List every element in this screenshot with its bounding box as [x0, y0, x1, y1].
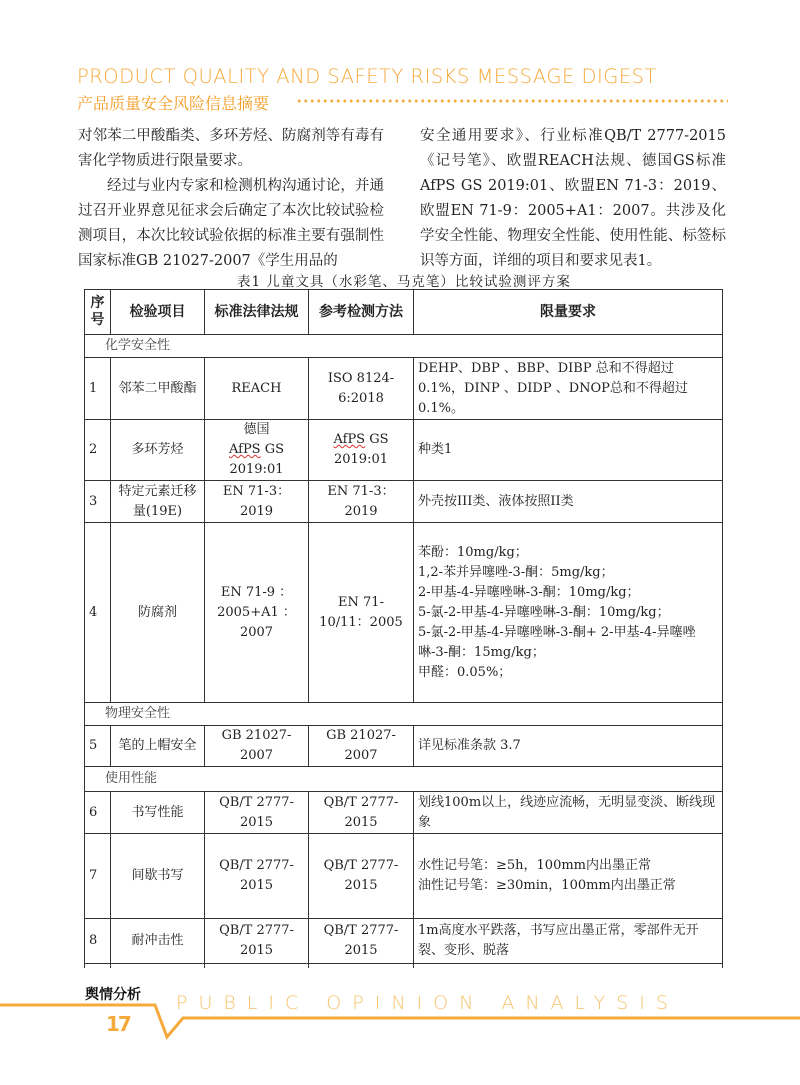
cell-method: GB 21027-2007	[309, 726, 414, 767]
table-row	[85, 523, 723, 703]
cell-item: 间歇书写	[111, 834, 205, 919]
section-row: 化学安全性	[85, 335, 723, 358]
cell-item: 耐冲击性	[111, 919, 205, 964]
cell-item: 邻苯二甲酸酯	[111, 358, 205, 420]
cell-no: 5	[85, 726, 111, 767]
footer-section-cn: 舆情分析	[85, 987, 141, 1003]
cell-standard: REACH	[205, 358, 309, 420]
method-part: GS 2019:01	[333, 432, 389, 467]
cell-standard: QB/T 2777-2015	[205, 834, 309, 919]
cell-limit: 外壳按III类、液体按照II类	[414, 481, 723, 523]
table-header-row	[85, 290, 723, 335]
table-row	[85, 726, 723, 767]
table-row	[85, 481, 723, 523]
method-part: AfPS	[333, 432, 366, 447]
cell-item: 特定元素迁移量(19E)	[111, 481, 205, 523]
cell-standard: QB/T 2777-2015	[205, 792, 309, 834]
cell-method: ISO 8124-6:2018	[309, 358, 414, 420]
limit-line: 水性记号笔：≥5h，100mm内出墨正常	[418, 858, 652, 873]
cell-method: QB/T 2777-2015	[309, 834, 414, 919]
header-title-en: PRODUCT QUALITY AND SAFETY RISKS MESSAGE DIGEST	[77, 65, 657, 88]
cell-no: 8	[85, 919, 111, 964]
header-cell: 标准法律法规	[205, 290, 309, 335]
cell-item: 笔的上帽安全	[111, 726, 205, 767]
limit-line: 苯酚：10mg/kg；	[418, 544, 528, 560]
cell-item: 书写性能	[111, 792, 205, 834]
cell-standard: GB 21027-2007	[205, 726, 309, 767]
cell-method	[309, 420, 414, 481]
paragraph: 经过与业内专家和检测机构沟通讨论，并通过召开业界意见征求会后确定了本次比较试验检测项目，本次比较试验依据的标准主要有强制性国家标准GB 21027-2007《学生用品的	[78, 178, 384, 269]
body-column-left	[78, 124, 384, 274]
header-cell: 序号	[85, 290, 111, 335]
cell-limit: 种类1	[414, 420, 723, 481]
limit-line: 甲醛：0.05%；	[418, 664, 512, 680]
table-row	[85, 358, 723, 420]
cell-limit: DEHP、DBP 、BBP、DIBP 总和不得超过0.1%，DINP 、DIDP 、DNOP总和不得超过0.1%。	[414, 358, 723, 420]
table-row	[85, 834, 723, 919]
test-plan-table	[84, 289, 723, 968]
paragraph: 安全通用要求》、行业标准QB/T 2777-2015《记号笔》、欧盟REACH法规、德国GS标准AfPS GS 2019:01、欧盟EN 71-3：2019、欧盟EN 71-9：2005+A1：2007。共涉及化学安全性能、物理安全性能、使用性能、标签标识等方面，详细的项目和要求见表1。	[420, 128, 726, 269]
cell-limit: 详见标准条款 3.7	[414, 726, 723, 767]
cell-standard: EN 71-9 ： 2005+A1 ： 2007	[205, 523, 309, 703]
paragraph: 对邻苯二甲酸酯类、多环芳烃、防腐剂等有毒有害化学物质进行限量要求。	[78, 128, 384, 169]
cell-no: 1	[85, 358, 111, 420]
standard-line: GS 2019:01	[229, 442, 285, 477]
limit-line: 2-甲基-4-异噻唑啉-3-酮：10mg/kg；	[418, 584, 640, 600]
cell-no: 2	[85, 420, 111, 481]
footer-section-en: PUBLIC OPINION ANALYSIS	[176, 992, 679, 1014]
cell-no: 3	[85, 481, 111, 523]
cell-limit	[414, 523, 723, 703]
header-dotted-rule	[296, 99, 728, 103]
header-cell: 参考检测方法	[309, 290, 414, 335]
header-title-cn: 产品质量安全风险信息摘要	[77, 94, 270, 113]
limit-line: 5-氯-2-甲基-4-异噻唑啉-3-酮+ 2-甲基-4-异噻唑啉-3-酮：15mg/kg；	[418, 624, 696, 660]
limit-line: 1,2-苯并异噻唑-3-酮：5mg/kg；	[418, 564, 614, 580]
section-row: 使用性能	[85, 767, 723, 792]
cell-item: 多环芳烃	[111, 420, 205, 481]
table-row	[85, 919, 723, 964]
table-caption: 表1 儿童文具（水彩笔、马克笔）比较试验测评方案	[237, 274, 571, 290]
cell-limit: 划线100m以上，线迹应流畅，无明显变淡、断线现象	[414, 792, 723, 834]
cell-no: 4	[85, 523, 111, 703]
limit-line: 油性记号笔：≥30min，100mm内出墨正常	[418, 878, 676, 893]
cell-method: EN 71-10/11：2005	[309, 523, 414, 703]
header-cell: 限量要求	[414, 290, 723, 335]
cell-item: 防腐剂	[111, 523, 205, 703]
table-row	[85, 792, 723, 834]
cell-limit	[414, 834, 723, 919]
cell-standard	[205, 420, 309, 481]
header-cell: 检验项目	[111, 290, 205, 335]
cell-limit: 1m高度水平跌落，书写应出墨正常，零部件无开裂、变形、脱落	[414, 919, 723, 964]
cell-standard: EN 71-3：2019	[205, 481, 309, 523]
cell-no: 7	[85, 834, 111, 919]
cell-method: EN 71-3：2019	[309, 481, 414, 523]
standard-line: AfPS	[228, 442, 261, 457]
page-number: 17	[106, 1012, 130, 1036]
table-row	[85, 420, 723, 481]
body-column-right	[420, 124, 726, 274]
limit-line: 5-氯-2-甲基-4-异噻唑啉-3-酮：10mg/kg；	[418, 604, 670, 620]
section-row: 物理安全性	[85, 703, 723, 726]
cell-standard: QB/T 2777-2015	[205, 919, 309, 964]
cell-method: QB/T 2777-2015	[309, 919, 414, 964]
cell-no: 6	[85, 792, 111, 834]
standard-line: 德国	[243, 422, 270, 437]
cell-method: QB/T 2777-2015	[309, 792, 414, 834]
